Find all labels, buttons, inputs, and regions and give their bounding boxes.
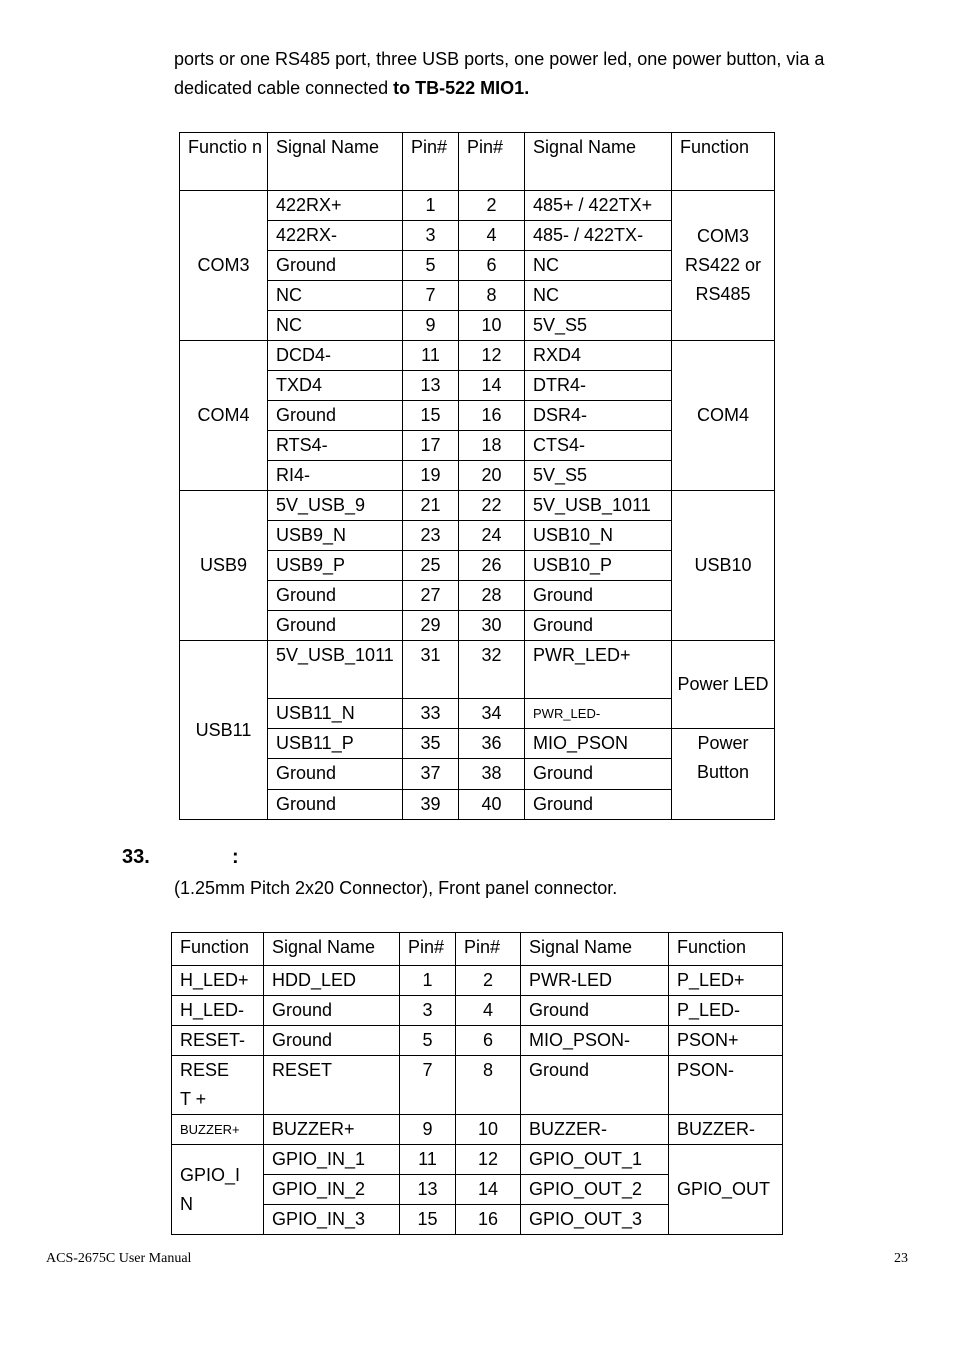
header-function-right: Function: [672, 133, 775, 191]
table-row: [172, 1056, 783, 1115]
pin-cell: 16: [456, 1205, 521, 1235]
signal-cell: RESET: [264, 1056, 400, 1115]
pin-cell: 7: [400, 1056, 456, 1115]
table-row: [180, 491, 775, 521]
pin-cell: 4: [459, 221, 525, 251]
table-row: [180, 341, 775, 371]
pin-cell: 27: [403, 581, 459, 611]
signal-cell: BUZZER+: [264, 1115, 400, 1145]
pin-cell: 14: [459, 371, 525, 401]
signal-cell: GPIO_OUT_3: [521, 1205, 669, 1235]
pin-cell: 39: [403, 790, 459, 820]
signal-cell: GPIO_OUT_2: [521, 1175, 669, 1205]
pin-cell: 4: [456, 996, 521, 1026]
pin-cell: 9: [400, 1115, 456, 1145]
header-function-left: Function: [172, 933, 264, 966]
intro-bold: to TB-522 MIO1.: [393, 78, 530, 98]
pin-cell: 20: [459, 461, 525, 491]
signal-cell: GPIO_IN_3: [264, 1205, 400, 1235]
pin-cell: 7: [403, 281, 459, 311]
signal-cell: DSR4-: [525, 401, 672, 431]
table-row: [172, 996, 783, 1026]
signal-cell: TXD4: [268, 371, 403, 401]
pin-cell: 6: [456, 1026, 521, 1056]
pin-cell: 1: [403, 191, 459, 221]
header-signal-left: Signal Name: [264, 933, 400, 966]
table-row: [172, 1115, 783, 1145]
signal-cell: NC: [525, 251, 672, 281]
pin-cell: 12: [456, 1145, 521, 1175]
pin-cell: 23: [403, 521, 459, 551]
header-pin-right: Pin#: [459, 133, 525, 191]
function-label-com4: COM4: [672, 341, 775, 491]
pin-cell: 34: [459, 699, 525, 729]
group-label-usb11: USB11: [180, 641, 268, 820]
group-label-gpio-out: GPIO_OUT: [669, 1145, 783, 1235]
signal-cell: 422RX+: [268, 191, 403, 221]
table-row: [180, 191, 775, 221]
signal-cell: NC: [525, 281, 672, 311]
pin-cell: 40: [459, 790, 525, 820]
pin-cell: 32: [459, 641, 525, 699]
signal-cell: Ground: [268, 790, 403, 820]
signal-cell: GPIO_OUT_1: [521, 1145, 669, 1175]
function-cell: BUZZER+: [172, 1115, 264, 1145]
pin-cell: 6: [459, 251, 525, 281]
header-function-right: Function: [669, 933, 783, 966]
signal-cell: USB10_P: [525, 551, 672, 581]
pin-cell: 5: [400, 1026, 456, 1056]
pin-cell: 37: [403, 759, 459, 790]
pin-cell: 28: [459, 581, 525, 611]
signal-cell: GPIO_IN_1: [264, 1145, 400, 1175]
pin-cell: 35: [403, 729, 459, 759]
signal-cell: Ground: [264, 1026, 400, 1056]
header-signal-right: Signal Name: [521, 933, 669, 966]
signal-cell: Ground: [264, 996, 400, 1026]
signal-cell: DCD4-: [268, 341, 403, 371]
function-cell: H_LED+: [172, 966, 264, 996]
section-number: 33.: [122, 846, 150, 868]
header-pin-left: Pin#: [403, 133, 459, 191]
signal-cell: Ground: [525, 759, 672, 790]
table-row: [180, 641, 775, 699]
pin-cell: 26: [459, 551, 525, 581]
pin-cell: 2: [456, 966, 521, 996]
signal-cell: USB10_N: [525, 521, 672, 551]
function-cell: H_LED-: [172, 996, 264, 1026]
signal-cell: Ground: [268, 611, 403, 641]
function-label-com3: COM3 RS422 or RS485: [672, 191, 775, 341]
function-cell: PSON+: [669, 1026, 783, 1056]
signal-cell: RTS4-: [268, 431, 403, 461]
function-cell: P_LED+: [669, 966, 783, 996]
header-pin-right: Pin#: [456, 933, 521, 966]
signal-cell: 5V_USB_1011: [268, 641, 403, 699]
pin-cell: 15: [403, 401, 459, 431]
pin-cell: 33: [403, 699, 459, 729]
signal-cell: Ground: [525, 611, 672, 641]
signal-cell: MIO_PSON-: [521, 1026, 669, 1056]
pin-cell: 24: [459, 521, 525, 551]
pin-cell: 17: [403, 431, 459, 461]
function-cell: BUZZER-: [669, 1115, 783, 1145]
function-label-power-button: Power Button: [672, 729, 775, 820]
footer-manual-title: ACS-2675C User Manual: [46, 1251, 192, 1266]
signal-cell: 485- / 422TX-: [525, 221, 672, 251]
group-label-gpio-in: GPIO_IN: [172, 1145, 264, 1235]
group-label-com4: COM4: [180, 341, 268, 491]
signal-cell: PWR_LED+: [525, 641, 672, 699]
front-panel-pin-table: [171, 932, 783, 1235]
pin-cell: 21: [403, 491, 459, 521]
function-label-usb10: USB10: [672, 491, 775, 641]
signal-cell: Ground: [521, 1056, 669, 1115]
pin-cell: 15: [400, 1205, 456, 1235]
table-row: [172, 1145, 783, 1175]
table-row: [172, 1026, 783, 1056]
signal-cell: RI4-: [268, 461, 403, 491]
pin-cell: 11: [403, 341, 459, 371]
pin-cell: 13: [400, 1175, 456, 1205]
footer-page-number: 23: [894, 1251, 908, 1266]
signal-cell: HDD_LED: [264, 966, 400, 996]
pin-cell: 1: [400, 966, 456, 996]
signal-cell: DTR4-: [525, 371, 672, 401]
function-label-power-led: Power LED: [672, 641, 775, 729]
signal-cell: NC: [268, 281, 403, 311]
mio-pin-table: [179, 132, 775, 820]
signal-cell: PWR_LED-: [525, 699, 672, 729]
signal-cell: RXD4: [525, 341, 672, 371]
intro-paragraph: [174, 45, 894, 103]
pin-cell: 3: [403, 221, 459, 251]
pin-cell: 29: [403, 611, 459, 641]
pin-cell: 19: [403, 461, 459, 491]
pin-cell: 12: [459, 341, 525, 371]
pin-cell: 11: [400, 1145, 456, 1175]
pin-cell: 14: [456, 1175, 521, 1205]
signal-cell: CTS4-: [525, 431, 672, 461]
signal-cell: GPIO_IN_2: [264, 1175, 400, 1205]
pin-cell: 2: [459, 191, 525, 221]
header-pin-left: Pin#: [400, 933, 456, 966]
pin-cell: 10: [456, 1115, 521, 1145]
pin-cell: 13: [403, 371, 459, 401]
table-header-row: [180, 133, 775, 191]
signal-cell: Ground: [268, 401, 403, 431]
signal-cell: Ground: [525, 581, 672, 611]
pin-cell: 25: [403, 551, 459, 581]
signal-cell: Ground: [521, 996, 669, 1026]
function-cell: PSON-: [669, 1056, 783, 1115]
function-cell: P_LED-: [669, 996, 783, 1026]
signal-cell: PWR-LED: [521, 966, 669, 996]
signal-cell: 5V_USB_9: [268, 491, 403, 521]
signal-cell: USB11_N: [268, 699, 403, 729]
pin-cell: 8: [459, 281, 525, 311]
signal-cell: MIO_PSON: [525, 729, 672, 759]
signal-cell: Ground: [268, 581, 403, 611]
function-cell: RESET-: [172, 1026, 264, 1056]
header-signal-left: Signal Name: [268, 133, 403, 191]
pin-cell: 18: [459, 431, 525, 461]
signal-cell: 5V_USB_1011: [525, 491, 672, 521]
pin-cell: 30: [459, 611, 525, 641]
signal-cell: 5V_S5: [525, 311, 672, 341]
pin-cell: 9: [403, 311, 459, 341]
signal-cell: BUZZER-: [521, 1115, 669, 1145]
function-cell: RESET +: [172, 1056, 264, 1115]
signal-cell: NC: [268, 311, 403, 341]
header-function-left: Functio n: [180, 133, 268, 191]
pin-cell: 3: [400, 996, 456, 1026]
group-label-usb9: USB9: [180, 491, 268, 641]
signal-cell: Ground: [268, 251, 403, 281]
pin-cell: 22: [459, 491, 525, 521]
section-description: (1.25mm Pitch 2x20 Connector), Front panel connector.: [174, 878, 618, 898]
signal-cell: USB9_P: [268, 551, 403, 581]
pin-cell: 5: [403, 251, 459, 281]
signal-cell: 422RX-: [268, 221, 403, 251]
table-header-row: [172, 933, 783, 966]
section-colon: :: [232, 846, 239, 868]
pin-cell: 16: [459, 401, 525, 431]
pin-cell: 8: [456, 1056, 521, 1115]
signal-cell: 5V_S5: [525, 461, 672, 491]
pin-cell: 31: [403, 641, 459, 699]
pin-cell: 10: [459, 311, 525, 341]
intro-text: ports or one RS485 port, three USB ports, one power led, one power button, via a dedicated cable connected: [174, 49, 825, 98]
signal-cell: Ground: [268, 759, 403, 790]
table-row: [172, 966, 783, 996]
signal-cell: USB9_N: [268, 521, 403, 551]
pin-cell: 38: [459, 759, 525, 790]
header-signal-right: Signal Name: [525, 133, 672, 191]
signal-cell: 485+ / 422TX+: [525, 191, 672, 221]
pin-cell: 36: [459, 729, 525, 759]
table-row: [180, 729, 775, 759]
signal-cell: USB11_P: [268, 729, 403, 759]
group-label-com3: COM3: [180, 191, 268, 341]
signal-cell: Ground: [525, 790, 672, 820]
